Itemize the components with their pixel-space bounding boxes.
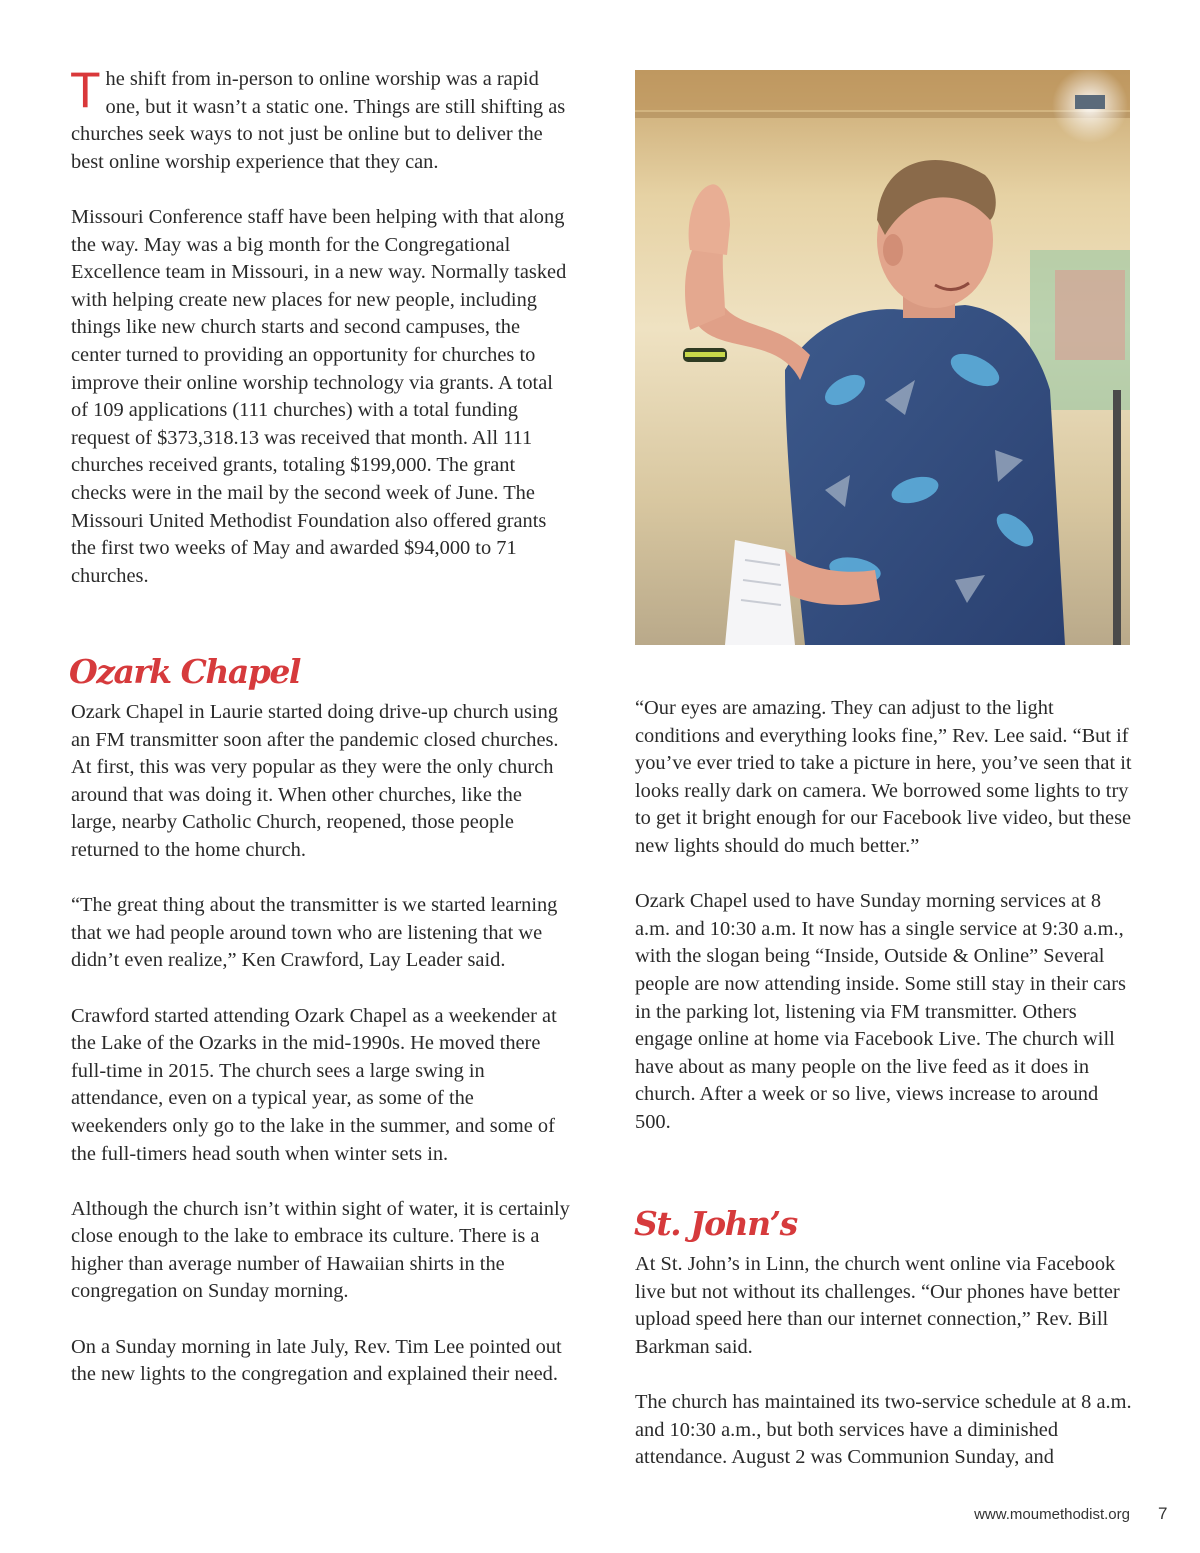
st-johns-paragraph: At St. John’s in Linn, the church went online via Facebook live but not without its challenges. “Our phones have better upload speed here than our internet connection,” Rev. Bill Barkman said. <box>635 1253 1120 1358</box>
ozark-paragraph: “Our eyes are amazing. They can adjust to the light conditions and everything looks fine,” Rev. Lee said. “But if you’ve ever tried to take a picture in here, you’ve seen that it looks really dark on camera. We borrowed some lights to try to get it bright enough for our Facebook live video, but these new lights should do much better.” <box>635 697 1132 857</box>
photo-illustration <box>635 70 1130 645</box>
st-johns-paragraph: The church has maintained its two-service schedule at 8 a.m. and 10:30 a.m., but both services have a diminished attendance. August 2 was Communion Sunday, and <box>635 1390 1132 1469</box>
intro-paragraph <box>70 62 571 176</box>
footer-website-url: www.moumethodist.org <box>974 1506 1130 1523</box>
ozark-chapel-continued <box>635 695 1135 1137</box>
section-heading-ozark-chapel: Ozark Chapel <box>69 652 300 691</box>
drop-cap: T <box>70 62 101 118</box>
section-heading-st-johns: St. John’s <box>634 1204 797 1243</box>
page-number: 7 <box>1158 1504 1168 1523</box>
intro-section <box>70 62 571 590</box>
grants-paragraph: Missouri Conference staff have been helping with that along the way. May was a big month for the Congregational Excellence team in Missouri, in a new way. Normally tasked with helping create new places for new people, including things like new church starts and second campuses, the center turned to providing an opportunity for churches to improve their online worship technology via grants. A total of 109 applications (111 churches) with a total funding request of $373,318.13 was received that month. All 111 churches received grants, totaling $199,000. The grant checks were in the mail by the second week of June. The Missouri United Methodist Foundation also offered grants the first two weeks of May and awarded $94,000 to 71 churches. <box>71 205 567 587</box>
intro-text: he shift from in-person to online worship was a rapid one, but it wasn’t a static one. Things are still shifting as churches seek ways to not just be online but to deliver the best online worship experience that they can. <box>71 68 566 173</box>
ozark-paragraph: Ozark Chapel in Laurie started doing drive-up church using an FM transmitter soon after the pandemic closed churches. At first, this was very popular as they were the only church around that was doing it. When other churches, like the large, nearby Catholic Church, reopened, those people returned to the home church. <box>71 701 559 861</box>
ozark-paragraph: Crawford started attending Ozark Chapel as a weekender at the Lake of the Ozarks in the mid-1990s. He moved there full-time in 2015. The church sees a large swing in attendance, even on a typical year, as some of the weekenders only go to the lake in the summer, and some of the full-timers head south when winter sets in. <box>71 1004 557 1165</box>
ozark-paragraph: “The great thing about the transmitter is we started learning that we had people around town who are listening that we didn’t even realize,” Ken Crawford, Lay Leader said. <box>71 894 558 972</box>
photo-pastor-raising-hand <box>635 70 1130 645</box>
st-johns-section <box>635 1251 1135 1472</box>
ozark-paragraph: On a Sunday morning in late July, Rev. Tim Lee pointed out the new lights to the congregation and explained their need. <box>71 1335 562 1386</box>
ozark-chapel-section <box>71 699 571 1389</box>
ozark-paragraph: Ozark Chapel used to have Sunday morning services at 8 a.m. and 10:30 a.m. It now has a single service at 9:30 a.m., with the slogan being “Inside, Outside & Online” Several people are now attending inside. Some still stay in their cars in the parking lot, listening via FM transmitter. Others engage online at home via Facebook Live. The church will have about as many people on the live feed as it does in church. After a week or so live, views increase to around 500. <box>635 890 1126 1133</box>
ozark-paragraph: Although the church isn’t within sight of water, it is certainly close enough to the lake to embrace its culture. There is a higher than average number of Hawaiian shirts in the congregation on Sunday morning. <box>71 1197 570 1303</box>
